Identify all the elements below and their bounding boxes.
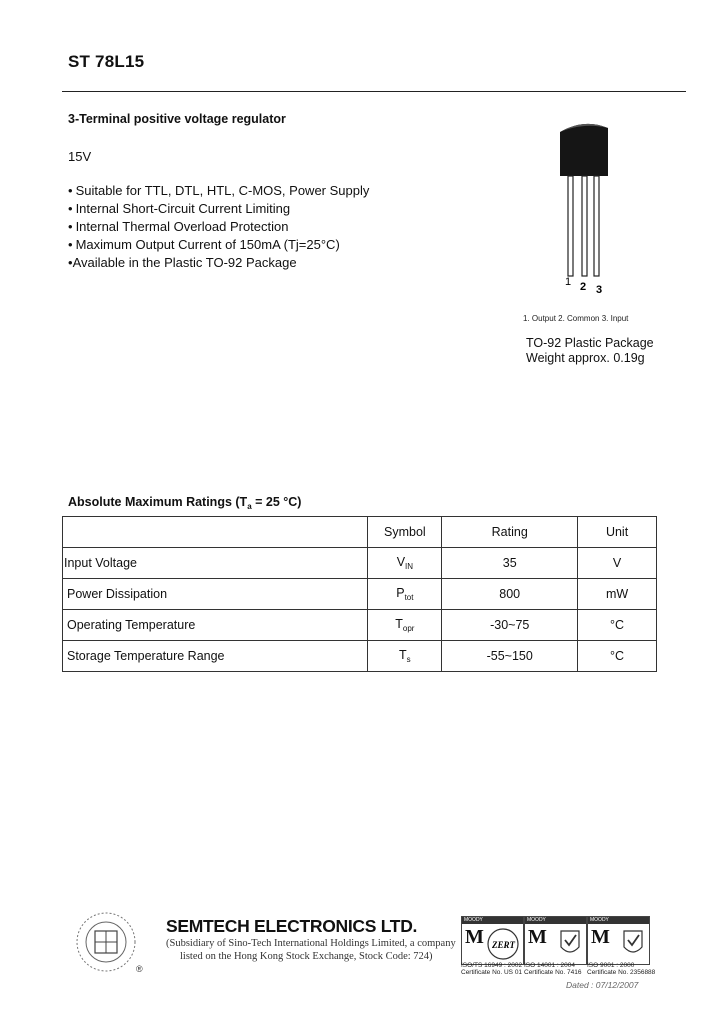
ratings-title: Absolute Maximum Ratings ($T_a = 25$ °C) [68, 495, 302, 511]
pin-legend: 1. Output 2. Common 3. Input [523, 314, 629, 323]
cert-standard: ISO 14001 : 2004 [524, 962, 575, 969]
company-tagline: listed on the Hong Kong Stock Exchange, Stock Code: 724) [180, 951, 433, 962]
pin-number: 1 [565, 276, 572, 288]
feature-item: • Suitable for TTL, DTL, HTL, C-MOS, Power Supply [68, 183, 370, 198]
cell-symbol: $T_{opr}$ [368, 610, 442, 641]
cell-rating: 800 [442, 579, 578, 610]
document-title: ST 78L15 [68, 52, 145, 71]
document-date: Dated : 07/12/2007 [566, 980, 639, 990]
cell-unit: °C [578, 610, 657, 641]
feature-item: • Internal Short-Circuit Current Limiting [68, 201, 291, 216]
header-rating: Rating [442, 517, 578, 548]
ukas-check-icon [622, 929, 644, 959]
feature-list [68, 182, 369, 272]
cell-symbol: $P_{tot}$ [368, 579, 442, 610]
cell-parameter: Input Voltage [63, 548, 368, 579]
company-name: SEMTECH ELECTRONICS LTD. [166, 916, 418, 936]
header-parameter [63, 517, 368, 548]
ratings-table [62, 516, 657, 672]
cell-symbol: $T_s$ [368, 641, 442, 672]
cert-number: Certificate No. 2356888 [587, 969, 656, 976]
cell-parameter: Operating Temperature [63, 610, 368, 641]
cell-parameter: Storage Temperature Range [63, 641, 368, 672]
certification-badge: MOODY M [524, 916, 587, 965]
cell-unit: V [578, 548, 657, 579]
semtech-logo-icon [76, 906, 154, 978]
feature-item: •Available in the Plastic TO-92 Package [68, 255, 297, 270]
table-row [63, 610, 657, 641]
to92-package-drawing [548, 118, 628, 300]
table-header-row [63, 517, 657, 548]
zert-seal-icon [486, 927, 520, 961]
cell-rating: 35 [442, 548, 578, 579]
feature-item: • Maximum Output Current of 150mA (Tj=25°C) [68, 237, 340, 252]
cell-unit: mW [578, 579, 657, 610]
output-voltage: 15V [68, 149, 92, 164]
cell-unit: °C [578, 641, 657, 672]
header-symbol: Symbol [368, 517, 442, 548]
company-tagline: (Subsidiary of Sino-Tech International Holdings Limited, a company [166, 938, 456, 949]
cell-symbol: $V_{IN}$ [368, 548, 442, 579]
cell-parameter: Power Dissipation [63, 579, 368, 610]
registered-mark: ® [136, 964, 143, 974]
pin-number: 3 [596, 284, 603, 296]
certification-badge: MOODY M ZERT [461, 916, 524, 965]
product-subtitle: 3-Terminal positive voltage regulator [68, 112, 286, 126]
ukas-check-icon [559, 929, 581, 959]
table-row [63, 548, 657, 579]
package-info [526, 336, 654, 366]
cert-number: Certificate No. US 01 [461, 969, 523, 976]
header-unit: Unit [578, 517, 657, 548]
cell-rating: -55~150 [442, 641, 578, 672]
feature-item: • Internal Thermal Overload Protection [68, 219, 289, 234]
cert-standard: ISO 9001 : 2000 [587, 962, 635, 969]
svg-text:ZERT: ZERT [492, 940, 516, 950]
table-row [63, 579, 657, 610]
package-weight: Weight approx. 0.19g [526, 351, 645, 365]
pin-number: 2 [580, 281, 587, 293]
cert-standard: ISO/TS 16949 : 2002 [461, 962, 523, 969]
cert-number: Certificate No. 7416 [524, 969, 582, 976]
cell-rating: -30~75 [442, 610, 578, 641]
table-row [63, 641, 657, 672]
certification-badge: MOODY M [587, 916, 650, 965]
title-divider [62, 91, 686, 92]
package-type: TO-92 Plastic Package [526, 336, 654, 350]
